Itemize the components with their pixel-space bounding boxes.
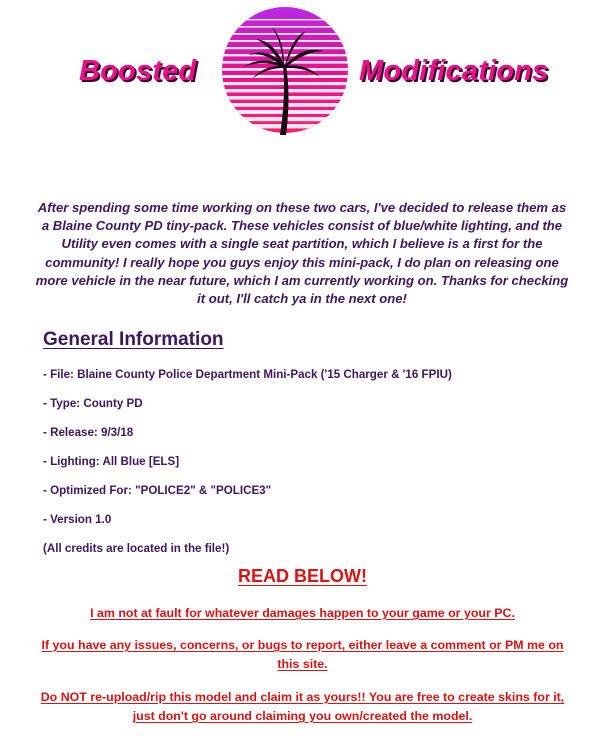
info-file: - File: Blaine County Police Department Mini-Pack ('15 Charger & '16 FPIU) xyxy=(43,368,452,381)
brand-title-right: Modifications xyxy=(359,55,549,87)
read-below-heading: READ BELOW! xyxy=(238,566,367,586)
info-type: - Type: County PD xyxy=(43,397,143,410)
warning-no-reupload: Do NOT re-upload/rip this model and claim it as yours!! You are free to create skins for it, just don't go around claiming you own/created the model. xyxy=(40,690,565,723)
warning-damages: I am not at fault for whatever damages happen to your game or your PC. xyxy=(90,606,515,620)
intro-paragraph: After spending some time working on these two cars, I've decided to release them as a Blaine County PD tiny-pack. These vehicles consist of blue/white lighting, and the Utility even comes with a single seat partition, which I believe is a first for the community! I really hope you guys enjoy this mini-pack, I do plan on releasing one more vehicle in the near future, which I am currently working on. Thanks for checking it out, I'll catch ya in the next one! xyxy=(35,200,569,307)
info-credits-note: (All credits are located in the file!) xyxy=(43,542,230,555)
info-optimized-for: - Optimized For: "POLICE2" & "POLICE3" xyxy=(43,484,272,497)
info-release: - Release: 9/3/18 xyxy=(43,426,134,439)
palm-tree-sunset-logo xyxy=(220,5,350,135)
general-information-list xyxy=(43,367,452,570)
warning-report-issues: If you have any issues, concerns, or bugs to report, either leave a comment or PM me on this site. xyxy=(41,638,564,671)
info-version: - Version 1.0 xyxy=(43,513,112,526)
brand-title-left: Boosted xyxy=(79,55,197,87)
info-lighting: - Lighting: All Blue [ELS] xyxy=(43,455,180,468)
general-information-heading: General Information xyxy=(43,329,224,350)
